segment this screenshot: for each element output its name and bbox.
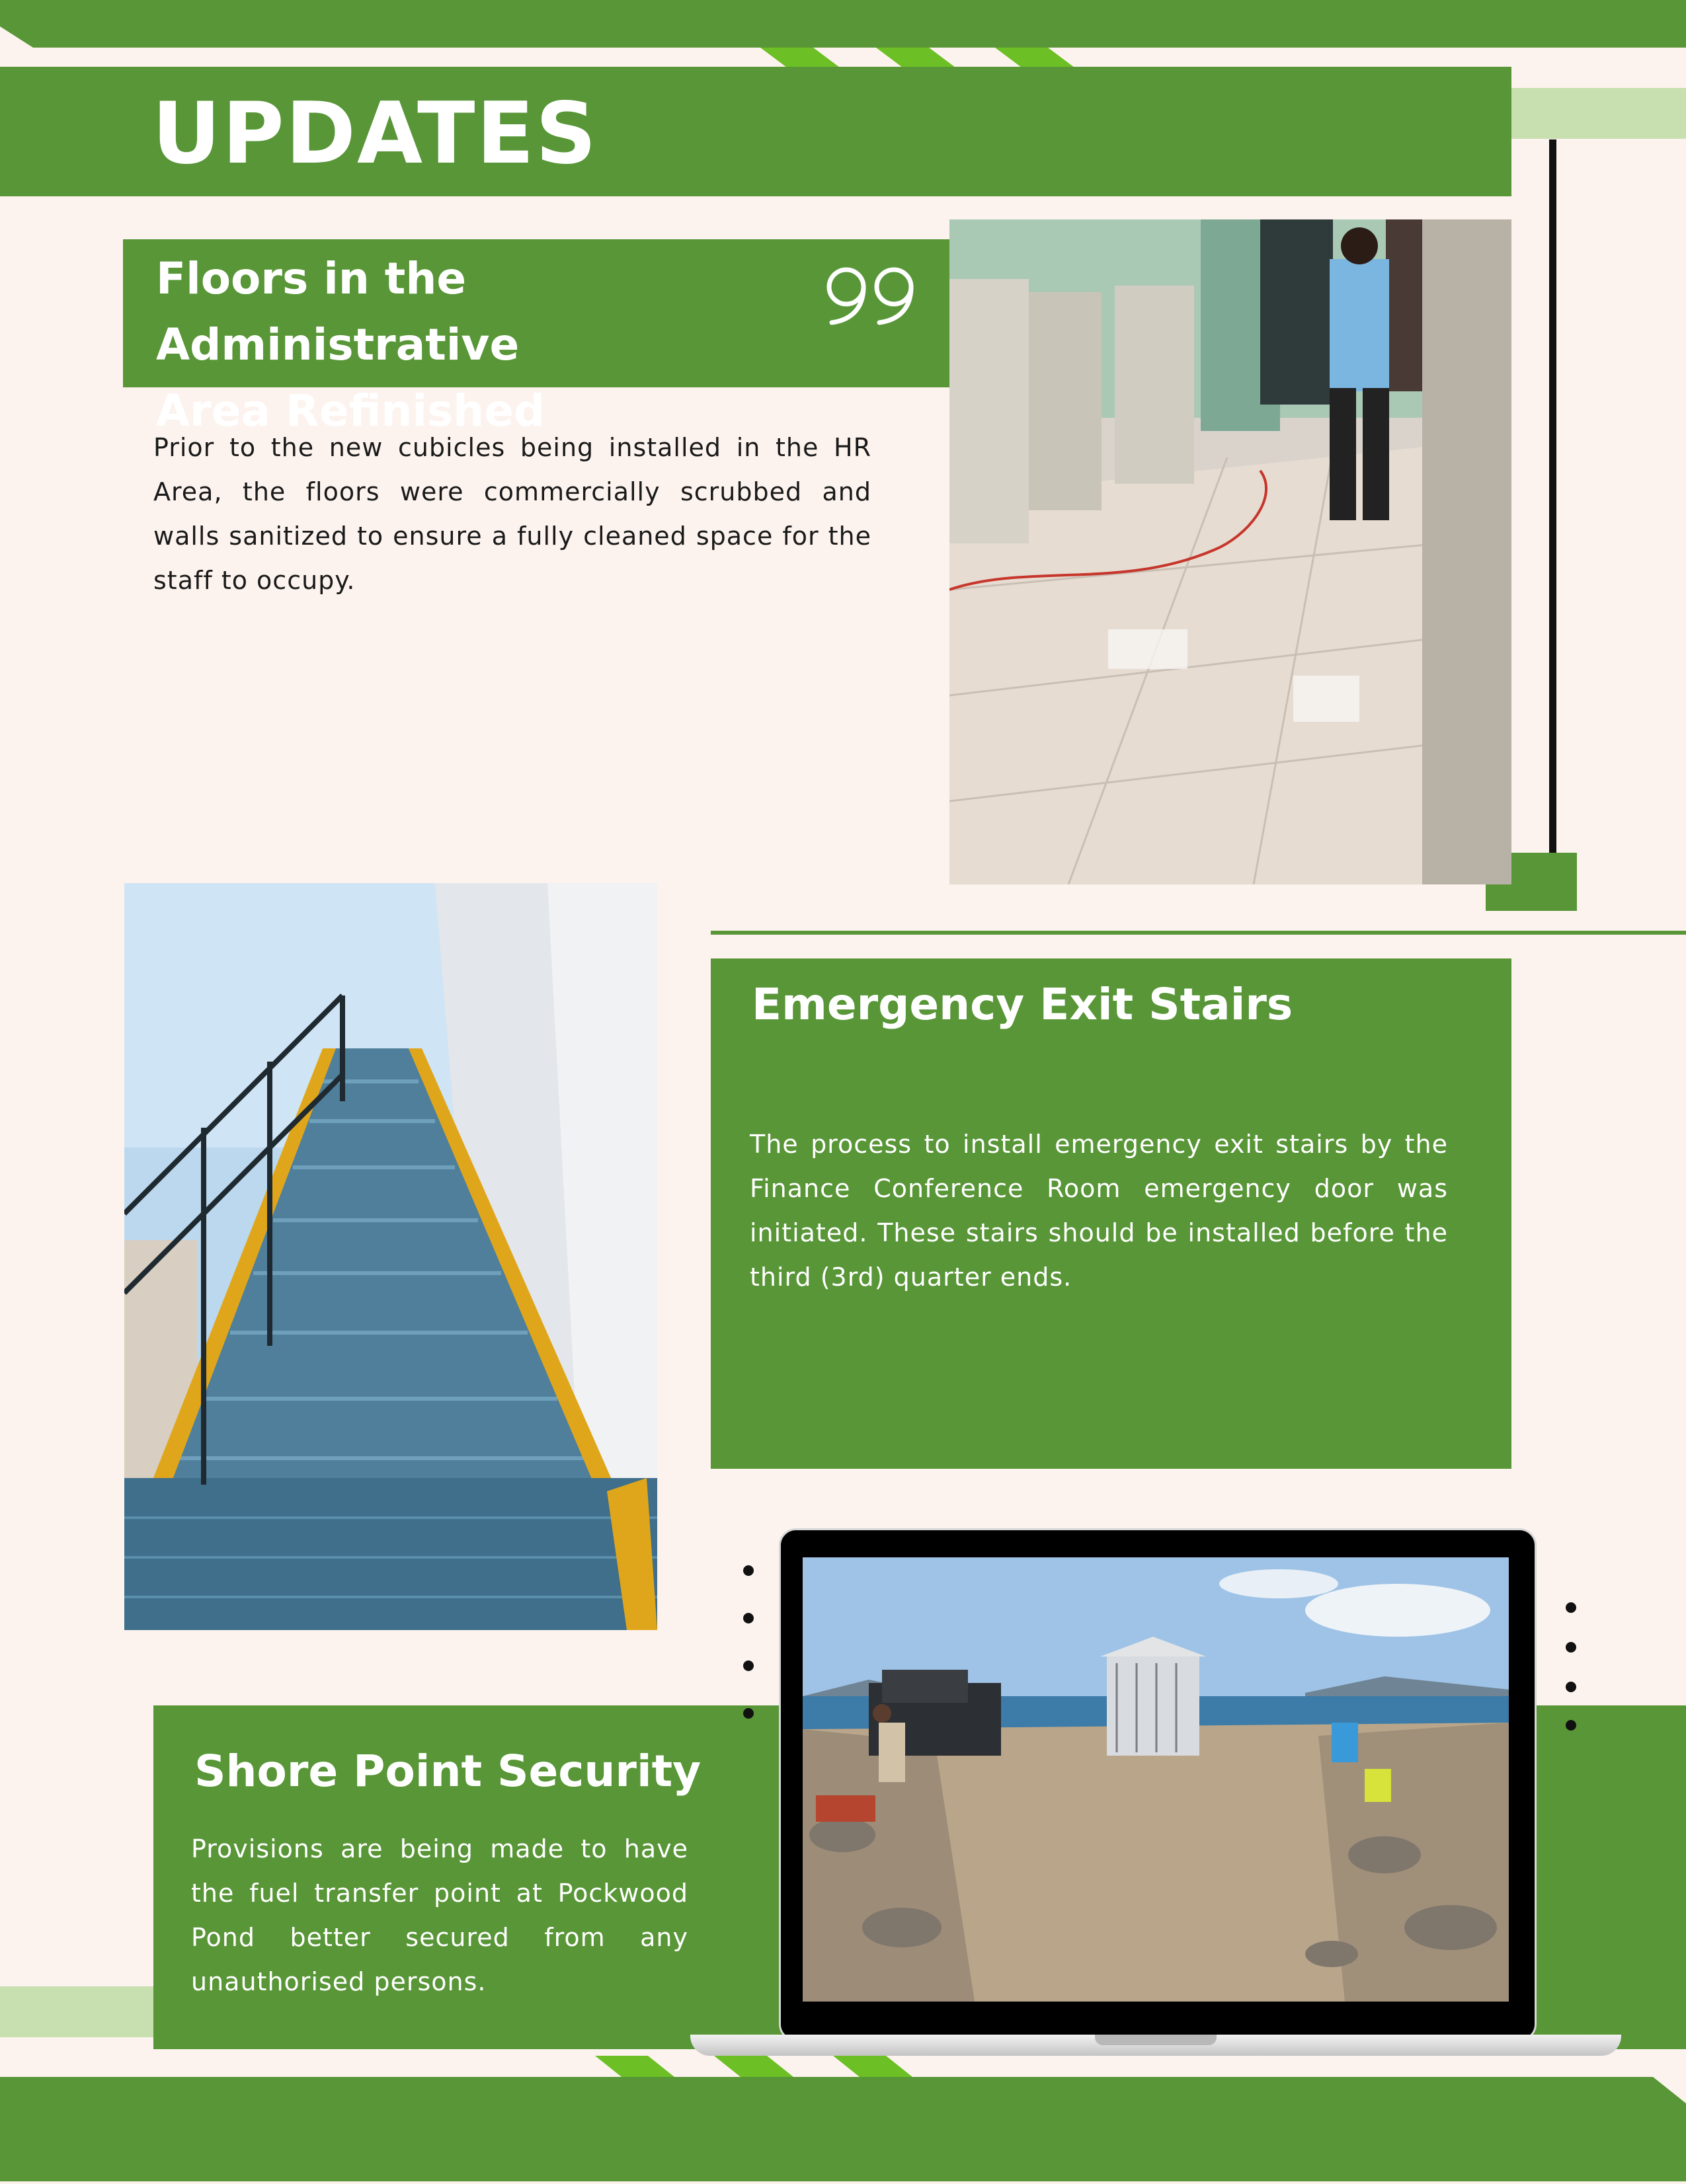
top-stripe-accents	[754, 48, 1098, 67]
floors-body-text: Prior to the new cubicles being installed in the HR Area, the floors were commercially scrubbed and walls sanitized to ensure a fully cleaned space for the staff to occupy.	[153, 433, 871, 595]
section-divider-line	[711, 931, 1686, 935]
top-banner-strip	[0, 0, 1686, 48]
laptop-notch	[1095, 2035, 1217, 2045]
shore-left-accent-block	[0, 1986, 153, 2037]
office-floor-photo	[949, 219, 1511, 884]
stairs-heading: Emergency Exit Stairs	[752, 979, 1293, 1030]
title-accent-block	[1511, 88, 1686, 139]
shore-point-site-photo	[803, 1557, 1509, 2002]
quote-mark-icon	[820, 262, 926, 328]
bottom-stripe-accents	[582, 2056, 939, 2077]
shore-box-right-band	[1531, 1705, 1686, 2049]
bottom-banner-strip	[0, 2077, 1686, 2181]
shore-body-text: Provisions are being made to have the fuel transfer point at Pockwood Pond better secured from any unauthorised persons.	[191, 1834, 688, 1996]
exit-stairs-photo	[124, 883, 657, 1630]
page-title: UPDATES	[152, 85, 598, 183]
floors-heading-line2: Area Refinished	[156, 385, 545, 436]
floors-heading	[156, 246, 817, 444]
vertical-divider-line	[1549, 139, 1556, 853]
stairs-body-text: The process to install emergency exit stairs by the Finance Conference Room emergency door was initiated. These stairs should be installed before the third (3rd) quarter ends.	[750, 1130, 1448, 1292]
floors-heading-line1: Floors in the Administrative	[156, 253, 520, 370]
shore-heading: Shore Point Security	[194, 1746, 702, 1797]
